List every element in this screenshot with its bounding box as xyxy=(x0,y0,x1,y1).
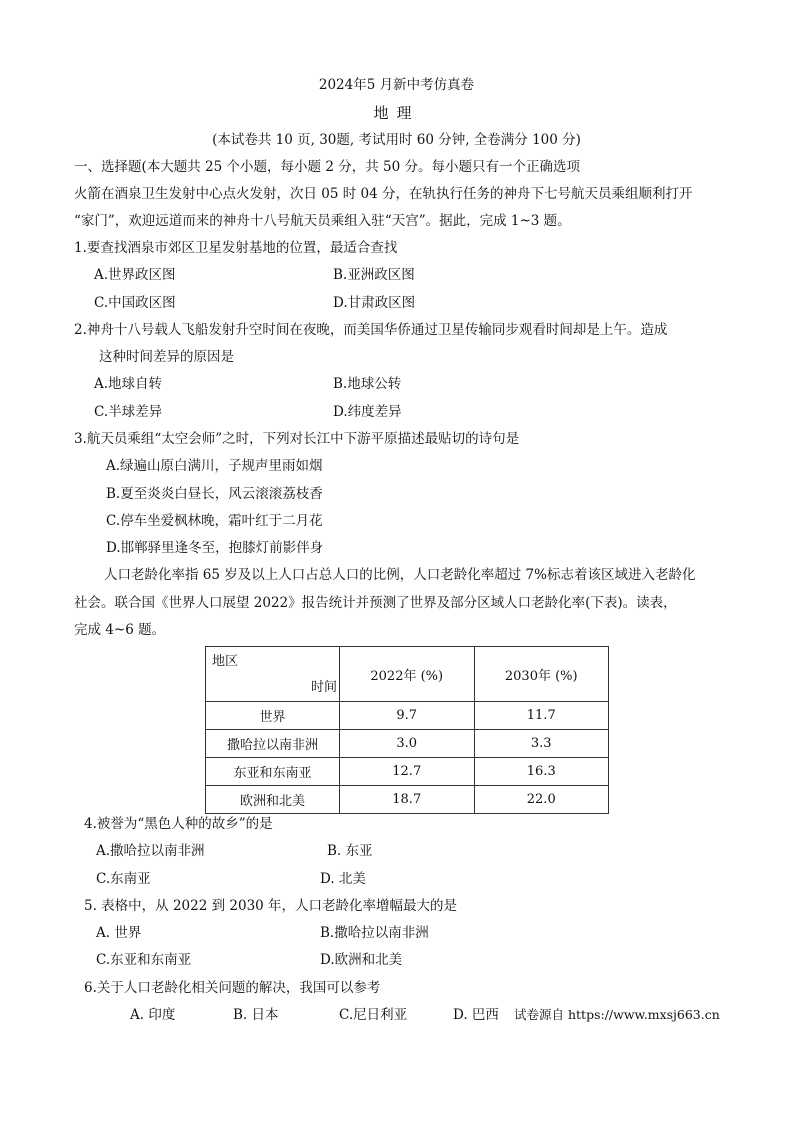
option-b: B.亚洲政区图 xyxy=(333,267,415,283)
value-cell: 9.7 xyxy=(340,702,475,730)
question-stem: 3.航天员乘组“太空会师”之时，下列对长江中下游平原描述最贴切的诗句是 xyxy=(74,431,520,447)
table-row xyxy=(206,702,609,730)
value-cell: 11.7 xyxy=(474,702,609,730)
question-stem: 2.神舟十八号载人飞船发射升空时间在夜晚，而美国华侨通过卫星传输同步观看时间却是上午。造成 xyxy=(74,322,668,338)
section-heading: 一、选择题(本大题共 25 个小题，每小题 2 分，共 50 分。每小题只有一个正确选项 xyxy=(74,159,580,175)
value-cell: 12.7 xyxy=(340,758,475,786)
subject-title: 地理 xyxy=(373,104,420,122)
option-a: A. 印度 xyxy=(130,1007,176,1023)
source-note: 试卷源自 https://www.mxsj663.cn xyxy=(514,1007,720,1022)
table-row xyxy=(206,786,609,814)
passage-line: 社会。联合国《世界人口展望 2022》报告统计并预测了世界及部分区域人口老龄化率(下表)。读表， xyxy=(74,595,677,611)
question-stem: 4.被誉为“黑色人种的故乡”的是 xyxy=(84,816,273,832)
region-cell: 撒哈拉以南非洲 xyxy=(206,730,340,758)
table-corner-cell xyxy=(206,647,340,702)
question-stem: 5. 表格中，从 2022 到 2030 年，人口老龄化率增幅最大的是 xyxy=(84,898,458,914)
option-b: B.撒哈拉以南非洲 xyxy=(320,925,429,941)
option-d: D.邯郸驿里逢冬至，抱膝灯前影伴身 xyxy=(106,540,324,556)
option-d: D. 巴西 xyxy=(453,1007,499,1023)
corner-label-region: 地区 xyxy=(212,654,239,669)
option-c: C.中国政区图 xyxy=(94,295,176,311)
option-d: D.欧洲和北美 xyxy=(320,952,403,968)
option-c: C.尼日利亚 xyxy=(339,1007,408,1023)
option-d: D.纬度差异 xyxy=(333,404,402,420)
passage-line: 人口老龄化率指 65 岁及以上人口占总人口的比例，人口老龄化率超过 7%标志着该区域进入老龄化 xyxy=(104,567,696,583)
value-cell: 22.0 xyxy=(474,786,609,814)
column-header: 2022年 (%) xyxy=(340,647,475,702)
table-header-row xyxy=(206,647,609,702)
option-a: A. 世界 xyxy=(96,925,142,941)
region-cell: 欧洲和北美 xyxy=(206,786,340,814)
option-d: D. 北美 xyxy=(320,871,366,887)
option-a: A.地球自转 xyxy=(94,376,163,392)
value-cell: 16.3 xyxy=(474,758,609,786)
option-b: B. 东亚 xyxy=(327,843,373,859)
option-a: A.世界政区图 xyxy=(94,267,176,283)
value-cell: 3.3 xyxy=(474,730,609,758)
passage-line: “家门”，欢迎远道而来的神舟十八号航天员乘组入驻“天宫”。据此，完成 1~3 题。 xyxy=(74,213,571,229)
question-stem: 这种时间差异的原因是 xyxy=(99,349,234,365)
exam-title: 2024年5 月新中考仿真卷 xyxy=(318,77,475,93)
passage-line: 火箭在酒泉卫生发射中心点火发射，次日 05 时 04 分，在轨执行任务的神舟下七号航天员乘组顺利打开 xyxy=(74,186,693,202)
column-header: 2030年 (%) xyxy=(474,647,609,702)
table-row xyxy=(206,730,609,758)
option-c: C.东南亚 xyxy=(96,871,151,887)
option-a: A.撒哈拉以南非洲 xyxy=(96,843,205,859)
option-c: C.东亚和东南亚 xyxy=(96,952,192,968)
value-cell: 18.7 xyxy=(340,786,475,814)
option-c: C.半球差异 xyxy=(94,404,163,420)
option-c: C.停车坐爱枫林晚，霜叶红于二月花 xyxy=(106,513,323,529)
value-cell: 3.0 xyxy=(340,730,475,758)
region-cell: 世界 xyxy=(206,702,340,730)
option-b: B.地球公转 xyxy=(333,376,402,392)
option-a: A.绿遍山原白满川，子规声里雨如烟 xyxy=(106,458,323,474)
option-d: D.甘肃政区图 xyxy=(333,295,416,311)
question-stem: 1.要查找酒泉市郊区卫星发射基地的位置，最适合查找 xyxy=(74,240,398,256)
table-row xyxy=(206,758,609,786)
option-b: B. 日本 xyxy=(233,1007,279,1023)
exam-note: (本试卷共 10 页, 30题, 考试用时 60 分钟, 全卷满分 100 分) xyxy=(212,132,581,148)
question-stem: 6.关于人口老龄化相关问题的解决，我国可以参考 xyxy=(84,980,381,996)
passage-line: 完成 4~6 题。 xyxy=(74,622,166,638)
corner-label-time: 时间 xyxy=(310,680,337,695)
region-cell: 东亚和东南亚 xyxy=(206,758,340,786)
option-b: B.夏至炎炎白昼长，风云滚滚荔枝香 xyxy=(106,486,323,502)
aging-rate-table xyxy=(205,646,609,814)
